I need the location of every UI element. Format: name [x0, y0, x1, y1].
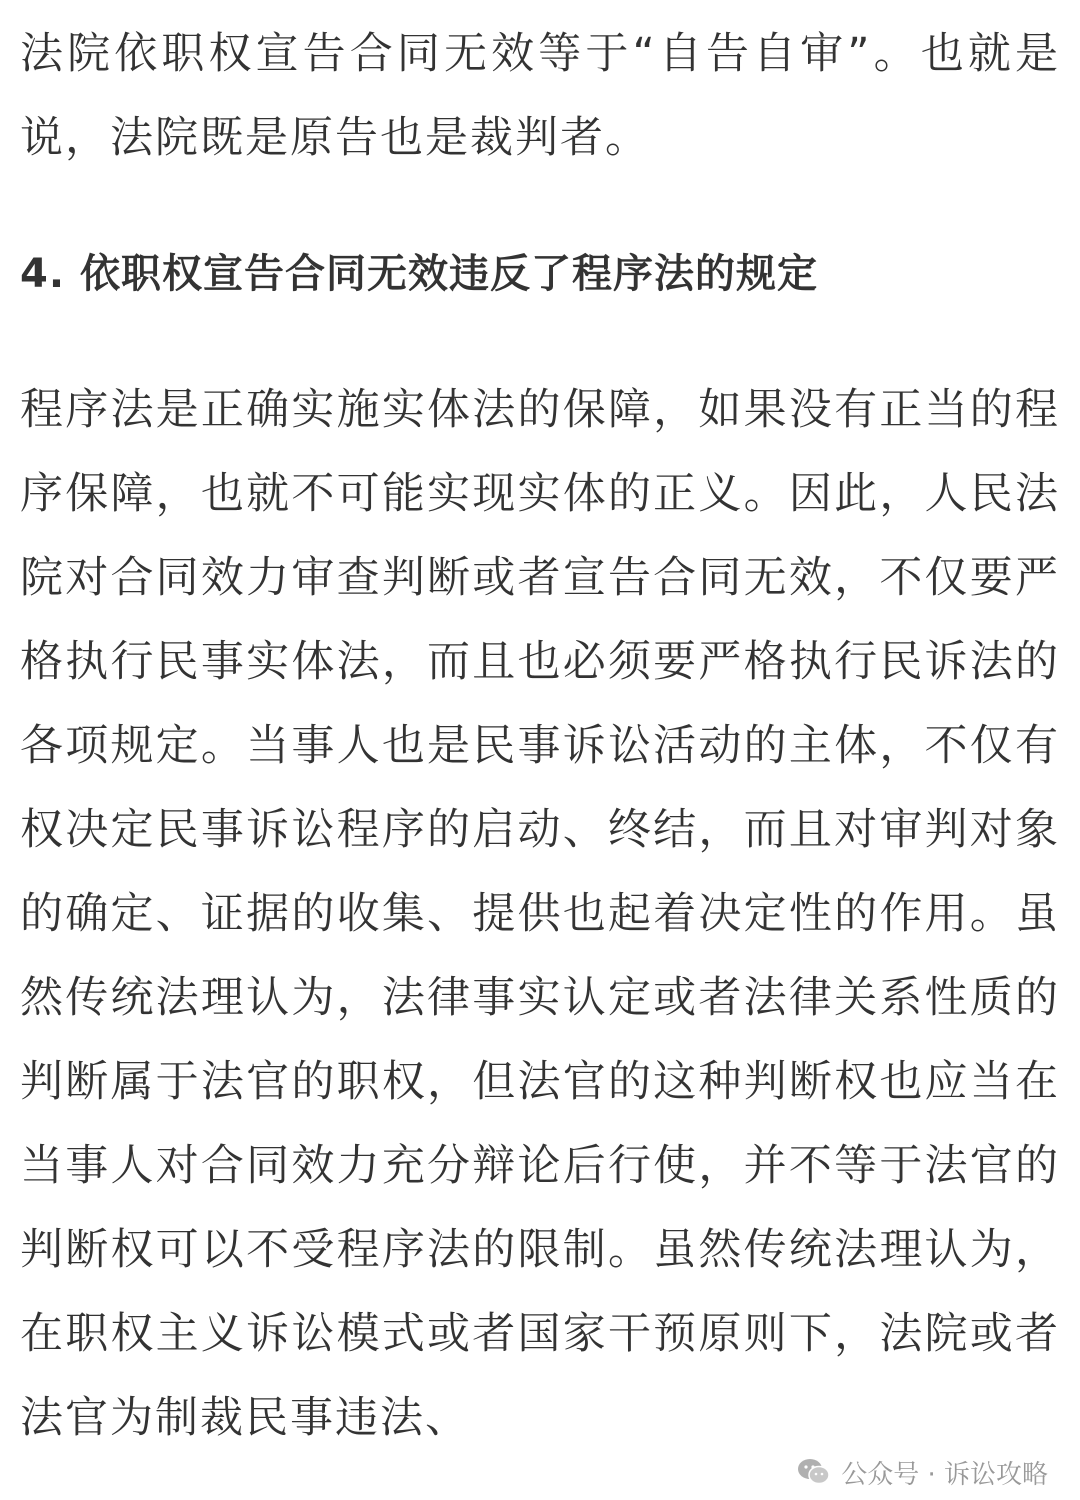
- wechat-icon: [797, 1457, 831, 1487]
- paragraph-1: 法院依职权宣告合同无效等于“自告自审”。也就是说，法院既是原告也是裁判者。: [20, 29, 1060, 163]
- paragraph-2: 程序法是正确实施实体法的保障，如果没有正当的程序保障，也就不可能实现实体的正义。因此，人民法院对合同效力审查判断或者宣告合同无效，不仅要严格执行民事实体法，而且也必须要严格执行民诉法的各项规定。当事人也是民事诉讼活动的主体，不仅有权决定民事诉讼程序的启动、终结，而且对审判对象的确定、证据的收集、提供也起着决定性的作用。虽然传统法理认为，法律事实认定或者法律关系性质的判断属于法官的职权，但法官的这种判断权也应当在当事人对合同效力充分辩论后行使，并不等于法官的判断权可以不受程序法的限制。虽然传统法理认为，在职权主义诉讼模式或者国家干预原则下，法院或者法官为制裁民事违法、: [20, 385, 1060, 1443]
- section-heading-wrap: [20, 232, 1060, 316]
- watermark: [791, 1452, 1054, 1492]
- article-body: [20, 0, 1060, 1460]
- watermark-text: 公众号 · 诉讼攻略: [841, 1459, 1048, 1490]
- section-heading: 4. 依职权宣告合同无效违反了程序法的规定: [20, 251, 818, 297]
